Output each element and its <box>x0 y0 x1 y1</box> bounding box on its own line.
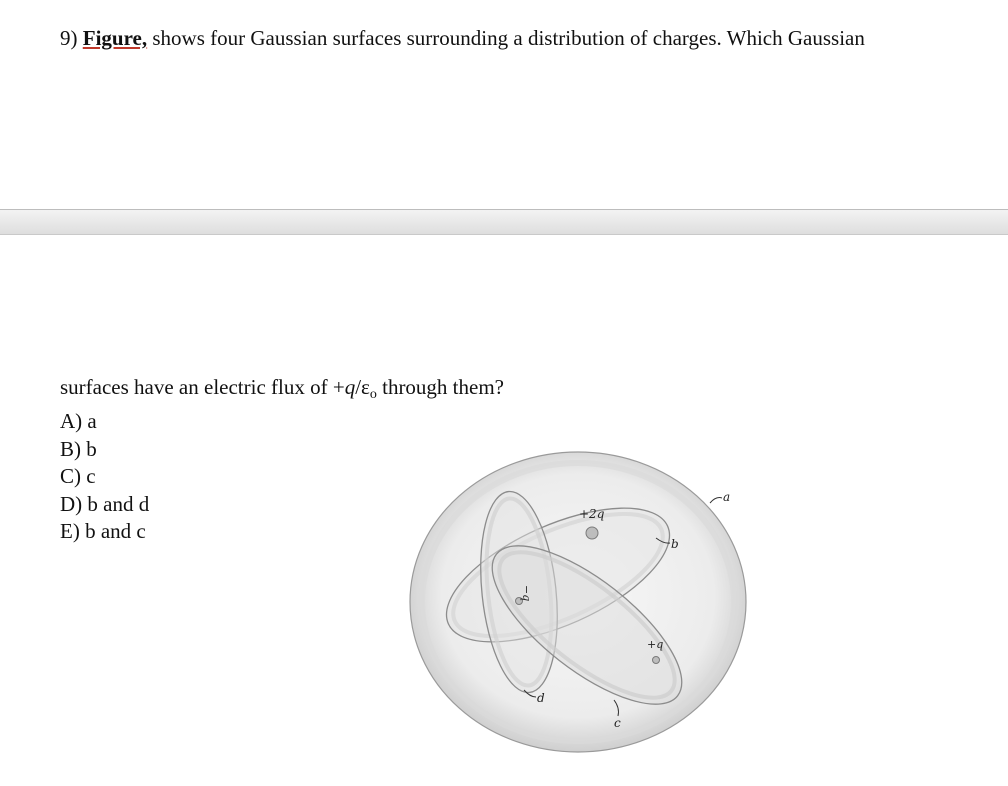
choice-d[interactable]: D) b and d <box>60 491 150 516</box>
label-b: b <box>671 537 679 551</box>
charge-plusq-label: +q <box>647 638 664 651</box>
charge-minusq-label: −q <box>520 585 533 602</box>
choice-a[interactable]: A) a <box>60 409 97 433</box>
flux-slash-epsilon: /ε <box>355 375 370 399</box>
choice-b[interactable]: B) b <box>60 436 97 461</box>
label-a: a <box>723 490 731 504</box>
choice-e[interactable]: E) b and c <box>60 519 146 543</box>
choice-c[interactable]: C) c <box>60 464 96 488</box>
question-text-2b: through them? <box>376 375 504 399</box>
gaussian-surfaces-figure <box>400 450 760 780</box>
label-a-leader <box>710 498 722 503</box>
label-d: d <box>537 691 545 705</box>
question-number: 9) <box>60 26 78 50</box>
question-text-1: shows four Gaussian surfaces surrounding a distribution of charges. Which Gaussian <box>152 26 865 50</box>
page-divider <box>0 209 1008 235</box>
label-c: c <box>614 716 621 730</box>
answer-choices <box>60 408 149 546</box>
charge-plus2q-label: +2q <box>579 507 605 521</box>
question-text-2a: surfaces have an electric flux of + <box>60 375 345 399</box>
charge-plusq-dot <box>653 657 660 664</box>
figure-link[interactable]: Figure, <box>82 26 148 50</box>
epsilon-subscript: o <box>369 387 377 402</box>
flux-q: q <box>344 375 356 399</box>
question-line-1 <box>60 26 865 51</box>
charge-plus2q-dot <box>586 527 598 539</box>
question-line-2 <box>60 375 504 403</box>
